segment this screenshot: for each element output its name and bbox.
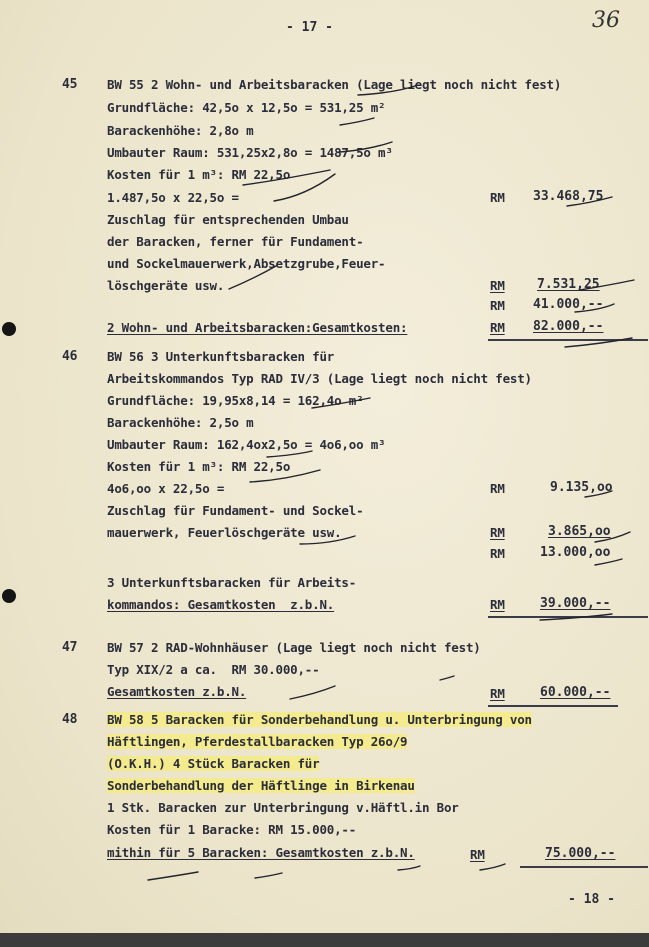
item-line: Kosten für 1 m³: RM 22,5o (107, 459, 291, 474)
item-line: löschgeräte usw. (107, 278, 225, 293)
item-line: 1 Stk. Baracken zur Unterbringung v.Häftl.in Bor (107, 800, 459, 815)
currency-label: RM (490, 481, 505, 496)
item-line: Typ XIX/2 a ca. RM 30.000,-- (107, 662, 320, 677)
item-line: Umbauter Raum: 531,25x2,8o = 1487,5o m³ (107, 145, 393, 160)
amount: 9.135,oo (550, 480, 613, 495)
item-line: Barackenhöhe: 2,8o m (107, 123, 254, 138)
total-amount: 60.000,-- (540, 685, 611, 700)
item-line: Kosten für 1 m³: RM 22,5o (107, 167, 291, 182)
item-line: 4o6,oo x 22,5o = (107, 481, 225, 496)
item-line: 1.487,5o x 22,5o = (107, 190, 239, 205)
total-amount: 39.000,-- (540, 596, 611, 611)
total-label: mithin für 5 Baracken: Gesamtkosten z.b.N. (107, 845, 415, 860)
total-label: 3 Unterkunftsbaracken für Arbeits- (107, 575, 357, 590)
handwritten-page-number: 36 (592, 8, 620, 33)
item-number: 47 (62, 640, 78, 655)
item-line: Zuschlag für entsprechenden Umbau (107, 212, 349, 227)
currency-label: RM (490, 278, 505, 293)
currency-label: RM (490, 190, 505, 205)
amount: 13.000,oo (540, 545, 611, 560)
total-label: Gesamtkosten z.b.N. (107, 684, 247, 699)
currency-label: RM (490, 320, 505, 335)
item-line: Grundfläche: 42,5o x 12,5o = 531,25 m² (107, 100, 386, 115)
highlighted-line: BW 58 5 Baracken für Sonderbehandlung u. Unterbringung von (107, 712, 532, 727)
amount: 7.531,25 (537, 277, 600, 292)
highlighted-line: Häftlingen, Pferdestallbaracken Typ 26o/9 (107, 734, 408, 749)
next-page-number: - 18 - (568, 892, 615, 907)
item-line: mauerwerk, Feuerlöschgeräte usw. (107, 525, 342, 540)
page-number: - 17 - (286, 20, 333, 35)
item-line: Arbeitskommandos Typ RAD IV/3 (Lage liegt noch nicht fest) (107, 371, 532, 386)
amount: 33.468,75 (533, 189, 604, 204)
item-line: Kosten für 1 Baracke: RM 15.000,-- (107, 822, 357, 837)
currency-label: RM (490, 298, 505, 313)
item-line: der Baracken, ferner für Fundament- (107, 234, 364, 249)
amount: 3.865,oo (548, 524, 611, 539)
currency-label: RM (490, 546, 505, 561)
total-amount: 82.000,-- (533, 319, 604, 334)
scan-edge (0, 933, 649, 947)
currency-label: RM (490, 525, 505, 540)
total-amount: 75.000,-- (545, 846, 616, 861)
item-line: BW 56 3 Unterkunftsbaracken für (107, 349, 335, 364)
item-number: 45 (62, 77, 78, 92)
item-line: und Sockelmauerwerk,Absetzgrube,Feuer- (107, 256, 386, 271)
amount: 41.000,-- (533, 297, 604, 312)
item-line: BW 55 2 Wohn- und Arbeitsbaracken (Lage liegt noch nicht fest) (107, 77, 562, 92)
item-line: Zuschlag für Fundament- und Sockel- (107, 503, 364, 518)
item-number: 46 (62, 349, 78, 364)
highlighted-line: Sonderbehandlung der Häftlinge in Birkenau (107, 778, 415, 793)
total-label: 2 Wohn- und Arbeitsbaracken:Gesamtkosten: (107, 320, 408, 335)
item-line: Grundfläche: 19,95x8,14 = 162,4o m² (107, 393, 364, 408)
item-line: Barackenhöhe: 2,5o m (107, 415, 254, 430)
currency-label: RM (490, 686, 505, 701)
total-label: kommandos: Gesamtkosten z.b.N. (107, 597, 335, 612)
item-line: BW 57 2 RAD-Wohnhäuser (Lage liegt noch nicht fest) (107, 640, 481, 655)
item-number: 48 (62, 712, 78, 727)
currency-label: RM (490, 597, 505, 612)
item-line: Umbauter Raum: 162,4ox2,5o = 4o6,oo m³ (107, 437, 386, 452)
currency-label: RM (470, 847, 485, 862)
highlighted-line: (O.K.H.) 4 Stück Baracken für (107, 756, 320, 771)
